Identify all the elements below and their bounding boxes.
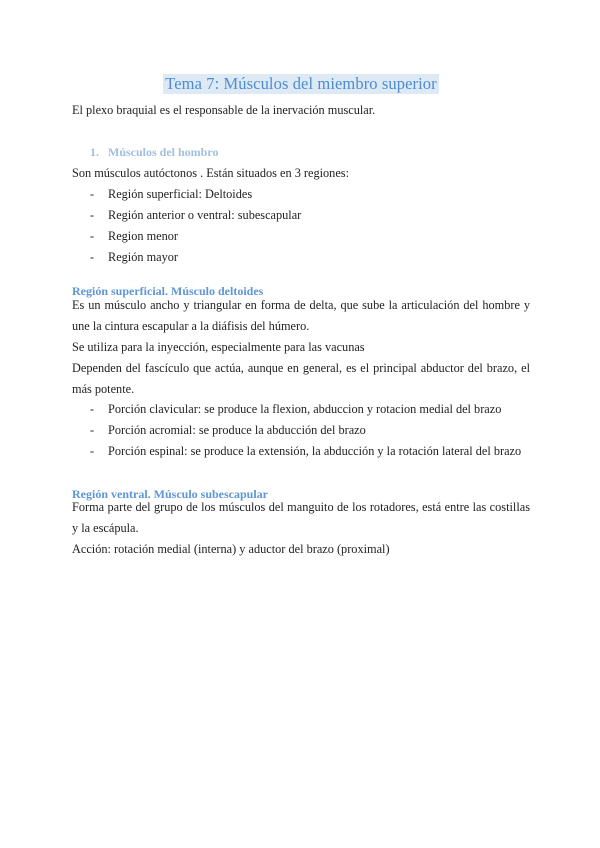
list-item: - Porción espinal: se produce la extensión, la abducción y la rotación lateral del brazo xyxy=(72,441,530,462)
porciones-list xyxy=(72,399,530,462)
section-heading-hombro xyxy=(90,143,218,161)
bullet-dash: - xyxy=(90,208,95,222)
deltoides-paragraph-1: Es un músculo ancho y triangular en forma de delta, que sube la articulación del hombre y une la cintura escapular a la diáfisis del húmero. xyxy=(72,298,530,333)
subheading-subescapular: Región ventral. Músculo subescapular xyxy=(72,487,269,501)
page-title: Tema 7: Músculos del miembro superior xyxy=(165,74,437,93)
bullet-dash: - xyxy=(90,444,95,458)
list-item: - Region menor xyxy=(72,226,530,247)
bullet-dash: - xyxy=(90,229,95,243)
subheading-deltoides: Región superficial. Músculo deltoides xyxy=(72,284,264,298)
section1-paragraph: Son músculos autóctonos . Están situados en 3 regiones: xyxy=(72,166,349,180)
section-number: 1. xyxy=(90,145,99,159)
bullet-dash: - xyxy=(90,250,95,264)
subescapular-paragraph-2: Acción: rotación medial (interna) y aductor del brazo (proximal) xyxy=(72,542,390,556)
regions-list xyxy=(72,184,530,268)
deltoides-paragraph-2: Se utiliza para la inyección, especialmente para las vacunas xyxy=(72,340,365,354)
list-item: - Porción acromial: se produce la abducción del brazo xyxy=(72,420,530,441)
list-item: - Región mayor xyxy=(72,247,530,268)
section-heading-text: Músculos del hombro xyxy=(108,145,219,159)
subescapular-paragraph-1: Forma parte del grupo de los músculos del manguito de los rotadores, está entre las costillas y la escápula. xyxy=(72,500,530,535)
bullet-dash: - xyxy=(90,423,95,437)
list-item: - Región anterior o ventral: subescapular xyxy=(72,205,530,226)
bullet-dash: - xyxy=(90,187,95,201)
list-item: - Porción clavicular: se produce la flexion, abduccion y rotacion medial del brazo xyxy=(72,399,530,420)
deltoides-paragraph-3: Dependen del fascículo que actúa, aunque en general, es el principal abductor del brazo, el más potente. xyxy=(72,361,530,396)
title-wrap xyxy=(72,74,530,94)
list-item: - Región superficial: Deltoides xyxy=(72,184,530,205)
intro-paragraph: El plexo braquial es el responsable de la inervación muscular. xyxy=(72,103,376,117)
bullet-dash: - xyxy=(90,402,95,416)
